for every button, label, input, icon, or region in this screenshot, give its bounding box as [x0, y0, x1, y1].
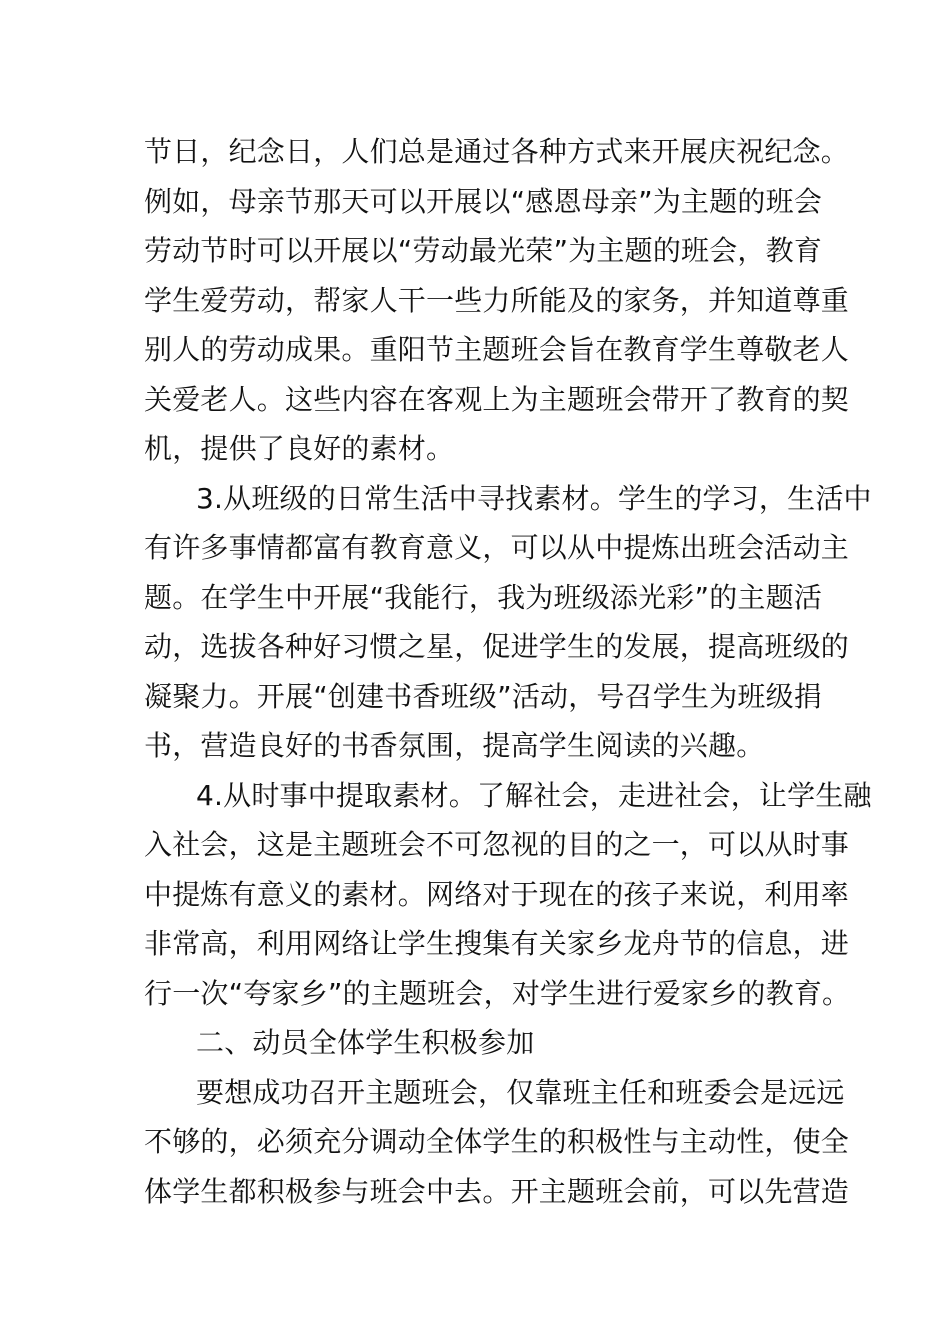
text-line: 关爱老人。这些内容在客观上为主题班会带开了教育的契	[144, 382, 850, 416]
paragraph-start-line: 3.从班级的日常生活中寻找素材。学生的学习，生活中	[196, 481, 872, 515]
text-line: 机，提供了良好的素材。	[144, 432, 455, 465]
text-line: 行一次“夸家乡”的主题班会，对学生进行爱家乡的教育。	[144, 976, 851, 1010]
paragraph-start-line: 要想成功召开主题班会，仅靠班主任和班委会是远远	[196, 1075, 845, 1109]
text-line: 不够的，必须充分调动全体学生的积极性与主动性，使全	[144, 1125, 850, 1158]
text-line: 书，营造良好的书香氛围，提高学生阅读的兴趣。	[144, 729, 765, 762]
text-line: 别人的劳动成果。重阳节主题班会旨在教育学生尊敬老人	[144, 333, 850, 366]
text-line: 学生爱劳动，帮家人干一些力所能及的家务，并知道尊重	[144, 283, 850, 317]
text-line: 有许多事情都富有教育意义，可以从中提炼出班会活动主	[144, 531, 850, 564]
text-line: 中提炼有意义的素材。网络对于现在的孩子来说，利用率	[144, 877, 850, 911]
text-line: 例如，母亲节那天可以开展以“感恩母亲”为主题的班会	[144, 184, 823, 218]
text-line: 体学生都积极参与班会中去。开主题班会前，可以先营造	[144, 1174, 850, 1208]
text-line: 非常高，利用网络让学生搜集有关家乡龙舟节的信息，进	[144, 927, 850, 960]
body-text	[144, 127, 872, 1216]
text-line: 劳动节时可以开展以“劳动最光荣”为主题的班会，教育	[144, 234, 823, 267]
section-heading: 二、动员全体学生积极参加	[196, 1026, 535, 1059]
text-line: 节日，纪念日，人们总是通过各种方式来开展庆祝纪念。	[144, 135, 850, 168]
text-line: 入社会，这是主题班会不可忽视的目的之一，可以从时事	[144, 828, 850, 861]
text-line: 题。在学生中开展“我能行，我为班级添光彩”的主题活	[144, 580, 823, 614]
paragraph-start-line: 4.从时事中提取素材。了解社会，走进社会，让学生融	[196, 778, 872, 812]
text-line: 凝聚力。开展“创建书香班级”活动，号召学生为班级捐	[144, 679, 823, 713]
text-line: 动，选拔各种好习惯之星，促进学生的发展，提高班级的	[144, 630, 850, 663]
